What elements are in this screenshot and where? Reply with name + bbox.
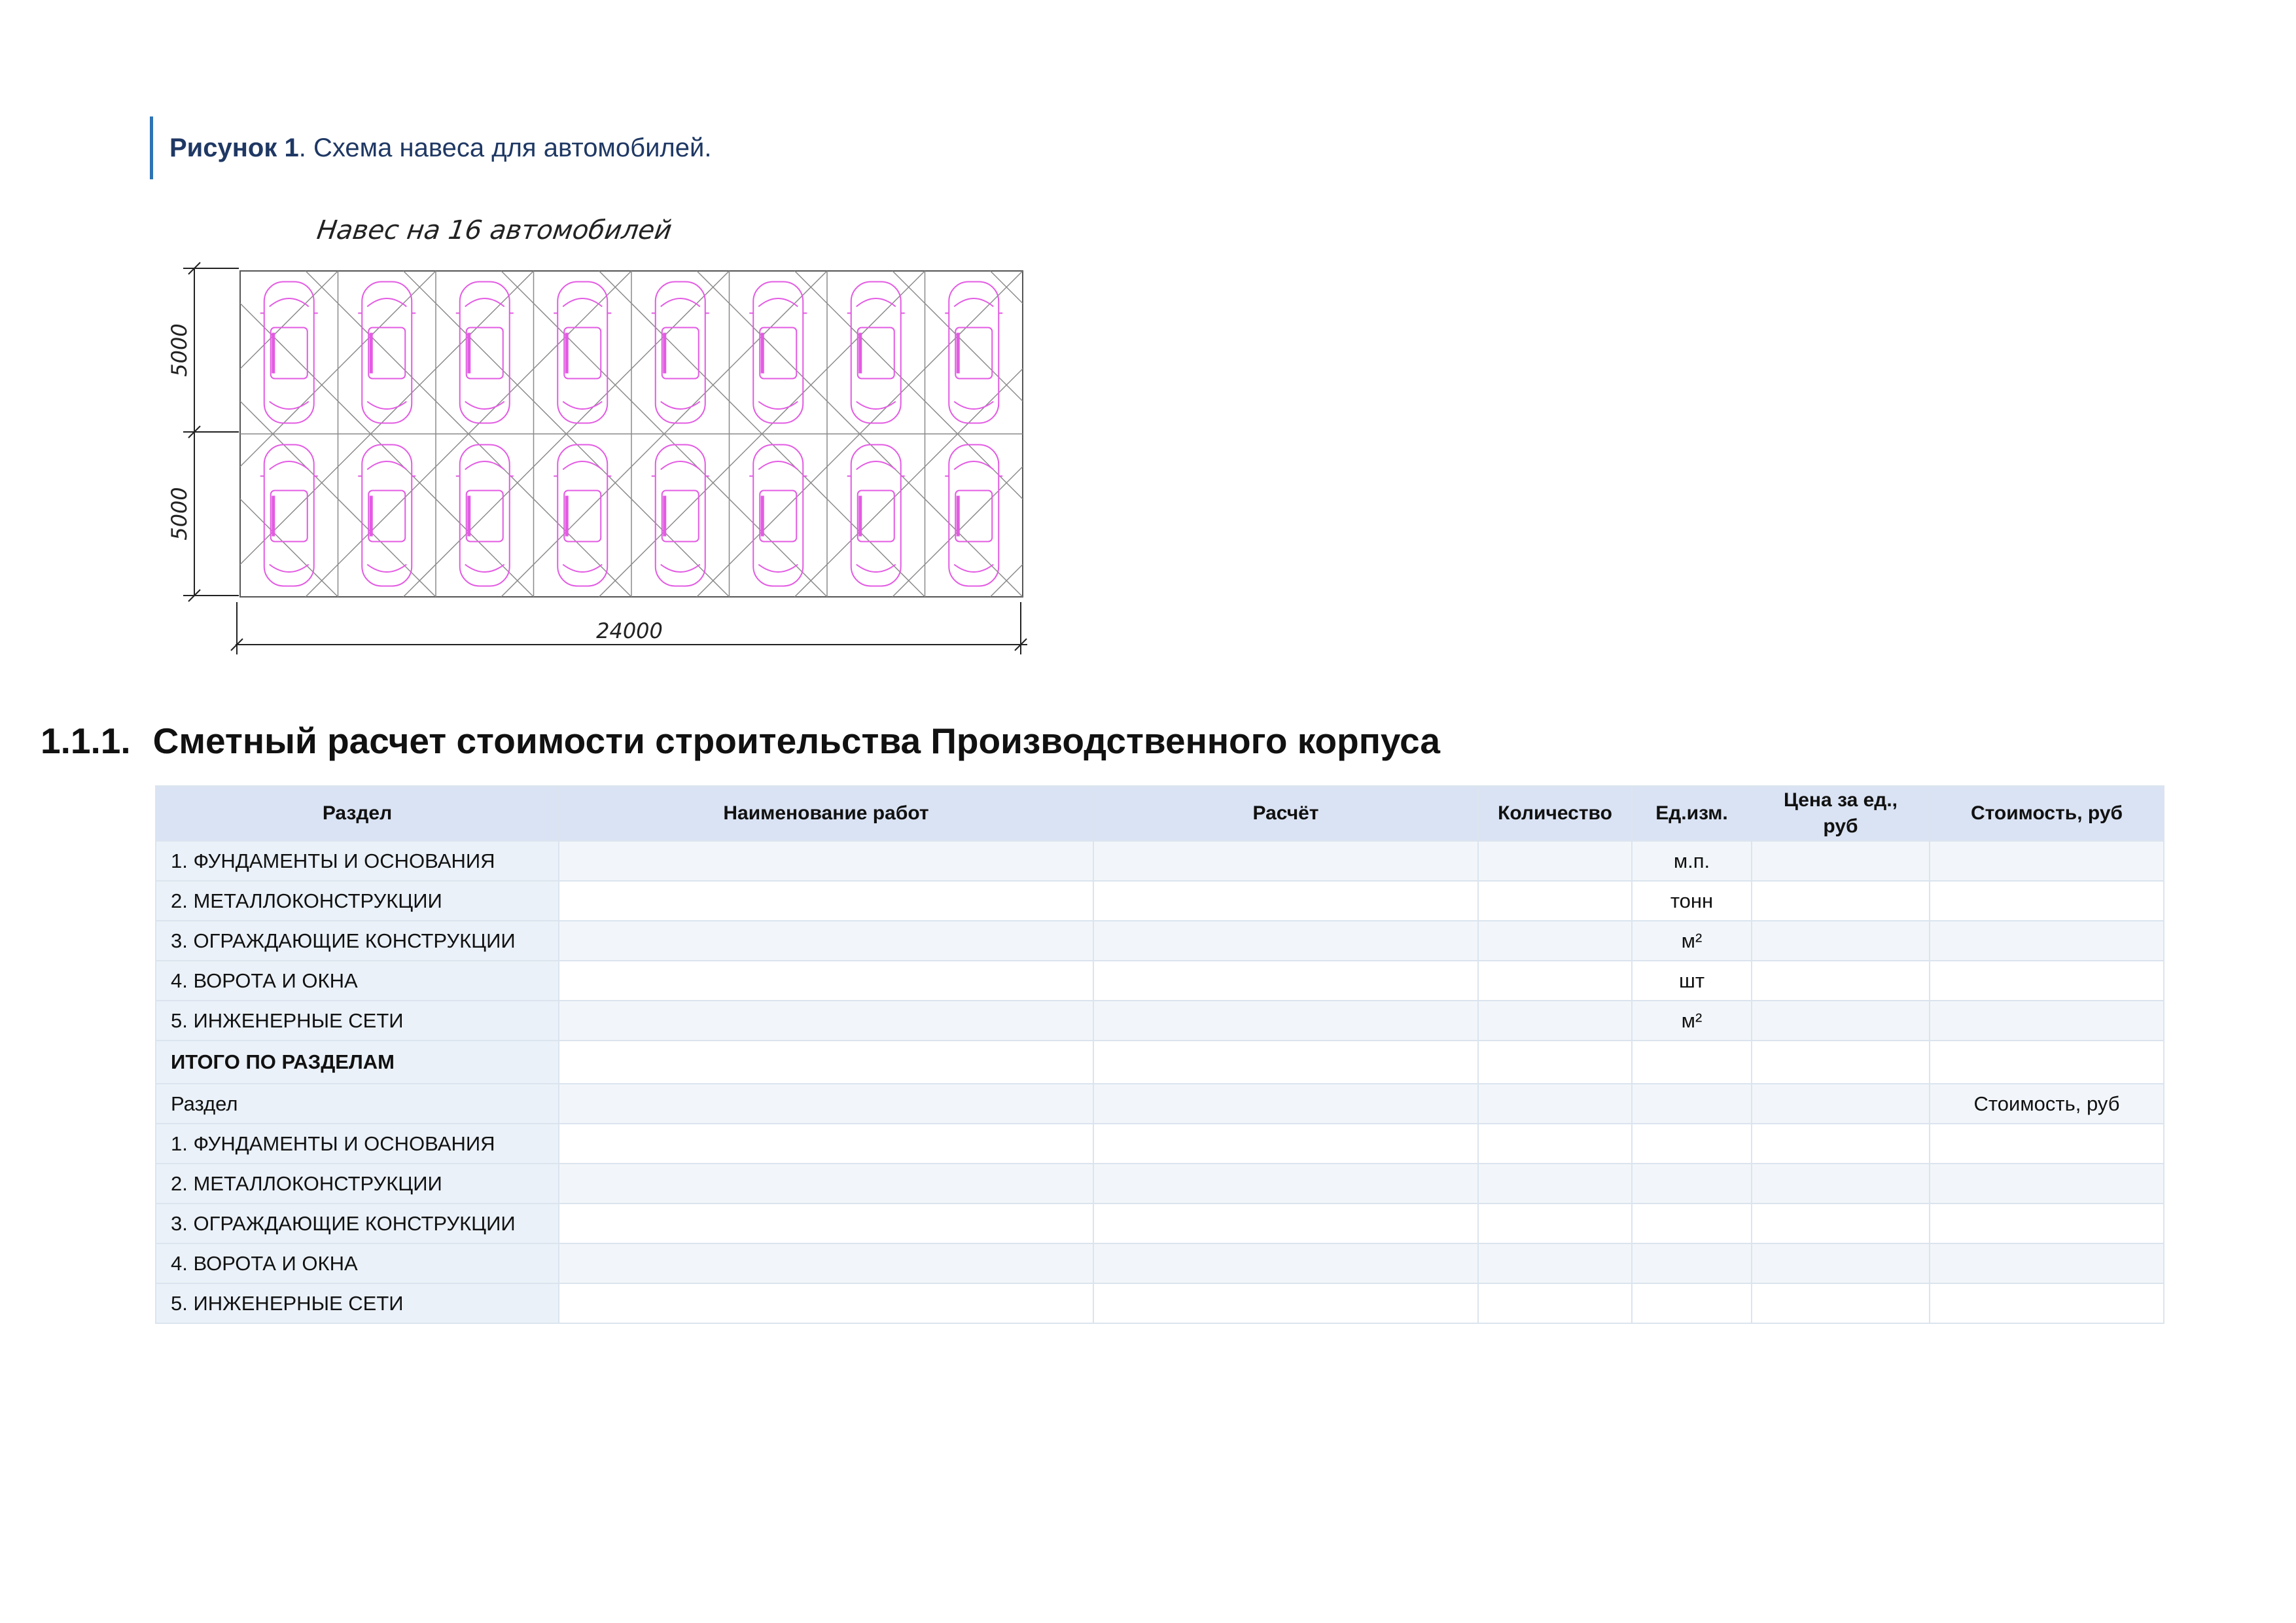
table-cell: 4. ВОРОТА И ОКНА [156, 961, 559, 1001]
table-row [156, 1283, 2164, 1323]
table-cell [1478, 921, 1632, 961]
table-cell [559, 1124, 1093, 1164]
table-cell [1752, 841, 1930, 881]
table-cell [1752, 1204, 1930, 1243]
section-heading [41, 720, 1440, 762]
col-header-cost: Стоимость, руб [1930, 786, 2164, 841]
table-cell [1632, 1041, 1752, 1084]
table-header-row [156, 786, 2164, 841]
table-cell [559, 841, 1093, 881]
table-cell [1752, 921, 1930, 961]
table-cell [1093, 1001, 1478, 1041]
table-cell [1930, 881, 2164, 921]
section-number: 1.1.1. [41, 721, 131, 761]
table-cell [1930, 1243, 2164, 1283]
table-cell [1930, 1001, 2164, 1041]
table-cell [559, 1283, 1093, 1323]
table-cell: 2. МЕТАЛЛОКОНСТРУКЦИИ [156, 1164, 559, 1204]
table-cell: м.п. [1632, 841, 1752, 881]
table-cell [1478, 1283, 1632, 1323]
table-cell: м² [1632, 921, 1752, 961]
table-row [156, 1243, 2164, 1283]
table-cell [1093, 961, 1478, 1001]
table-cell: шт [1632, 961, 1752, 1001]
table-cell [1930, 961, 2164, 1001]
dim-bottom-row: 5000 [167, 487, 192, 541]
table-cell [1752, 1041, 1930, 1084]
table-row [156, 881, 2164, 921]
table-row [156, 1164, 2164, 1204]
table-cell [1930, 921, 2164, 961]
table-cell: Стоимость, руб [1930, 1084, 2164, 1124]
dim-top-row: 5000 [167, 323, 192, 377]
col-header-calculation: Расчёт [1093, 786, 1478, 841]
table-cell: тонн [1632, 881, 1752, 921]
table-cell [1632, 1204, 1752, 1243]
table-cell [1930, 1164, 2164, 1204]
table-cell: 5. ИНЖЕНЕРНЫЕ СЕТИ [156, 1001, 559, 1041]
col-header-work-name: Наименование работ [559, 786, 1093, 841]
table-cell [1478, 1001, 1632, 1041]
lattice-line [164, 271, 240, 597]
table-cell [1093, 841, 1478, 881]
table-cell: Раздел [156, 1084, 559, 1124]
table-cell [1093, 1124, 1478, 1164]
table-cell: ИТОГО ПО РАЗДЕЛАМ [156, 1041, 559, 1084]
table-cell [559, 1041, 1093, 1084]
table-cell [1093, 1041, 1478, 1084]
table-cell [1478, 881, 1632, 921]
col-header-unit-price: Цена за ед., руб [1752, 786, 1930, 841]
table-cell [559, 1243, 1093, 1283]
table-row [156, 1041, 2164, 1084]
table-cell [1752, 1243, 1930, 1283]
table-cell [1632, 1283, 1752, 1323]
col-header-section: Раздел [156, 786, 559, 841]
table-cell [1478, 1243, 1632, 1283]
table-cell [1930, 1124, 2164, 1164]
table-cell [1752, 1283, 1930, 1323]
table-cell [1478, 1164, 1632, 1204]
table-cell [1752, 1164, 1930, 1204]
section-title: Сметный расчет стоимости строительства Производственного корпуса [152, 721, 1440, 761]
table-row [156, 1001, 2164, 1041]
table-cell [1930, 841, 2164, 881]
table-cell [1478, 1084, 1632, 1124]
table-cell [1093, 921, 1478, 961]
table-cell: 5. ИНЖЕНЕРНЫЕ СЕТИ [156, 1283, 559, 1323]
table-cell: 1. ФУНДАМЕНТЫ И ОСНОВАНИЯ [156, 1124, 559, 1164]
table-cell: 4. ВОРОТА И ОКНА [156, 1243, 559, 1283]
table-cell [1632, 1164, 1752, 1204]
table-row [156, 1124, 2164, 1164]
table-cell [1632, 1124, 1752, 1164]
table-cell [1752, 881, 1930, 921]
table-cell: 3. ОГРАЖДАЮЩИЕ КОНСТРУКЦИИ [156, 1204, 559, 1243]
table-cell [1478, 961, 1632, 1001]
table-cell [559, 1084, 1093, 1124]
table-cell [1752, 1124, 1930, 1164]
table-cell [1093, 1204, 1478, 1243]
table-cell: 1. ФУНДАМЕНТЫ И ОСНОВАНИЯ [156, 841, 559, 881]
table-cell [1093, 1283, 1478, 1323]
table-cell: м² [1632, 1001, 1752, 1041]
lattice-line [164, 271, 240, 597]
table-cell [1632, 1084, 1752, 1124]
table-cell [1752, 961, 1930, 1001]
table-cell [1632, 1243, 1752, 1283]
table-cell [1752, 1084, 1930, 1124]
figure-caption-text: . Схема навеса для автомобилей. [298, 133, 712, 162]
table-row [156, 921, 2164, 961]
table-row [156, 961, 2164, 1001]
table-cell [1478, 841, 1632, 881]
table-cell [1930, 1041, 2164, 1084]
table-cell [1478, 1041, 1632, 1084]
table-row [156, 1204, 2164, 1243]
dim-width: 24000 [596, 618, 663, 643]
table-cell [559, 1204, 1093, 1243]
table-cell [1478, 1204, 1632, 1243]
table-cell [1930, 1283, 2164, 1323]
carport-drawing [164, 209, 1040, 668]
col-header-quantity: Количество [1478, 786, 1632, 841]
table-cell: 2. МЕТАЛЛОКОНСТРУКЦИИ [156, 881, 559, 921]
table-cell: 3. ОГРАЖДАЮЩИЕ КОНСТРУКЦИИ [156, 921, 559, 961]
figure-label: Рисунок 1 [169, 133, 299, 162]
table-cell [1093, 1164, 1478, 1204]
table-cell [559, 1001, 1093, 1041]
table-cell [1930, 1204, 2164, 1243]
estimate-table [155, 785, 2164, 1324]
table-cell [1752, 1001, 1930, 1041]
table-cell [1093, 1084, 1478, 1124]
table-cell [559, 921, 1093, 961]
figure-caption [150, 116, 711, 179]
table-row [156, 841, 2164, 881]
table-cell [1093, 1243, 1478, 1283]
drawing-title: Навес на 16 автомобилей [315, 215, 674, 245]
table-cell [559, 881, 1093, 921]
table-row [156, 1084, 2164, 1124]
table-cell [1478, 1124, 1632, 1164]
table-cell [559, 1164, 1093, 1204]
roof-lattice [164, 271, 1040, 597]
col-header-unit: Ед.изм. [1632, 786, 1752, 841]
table-cell [559, 961, 1093, 1001]
table-cell [1093, 881, 1478, 921]
